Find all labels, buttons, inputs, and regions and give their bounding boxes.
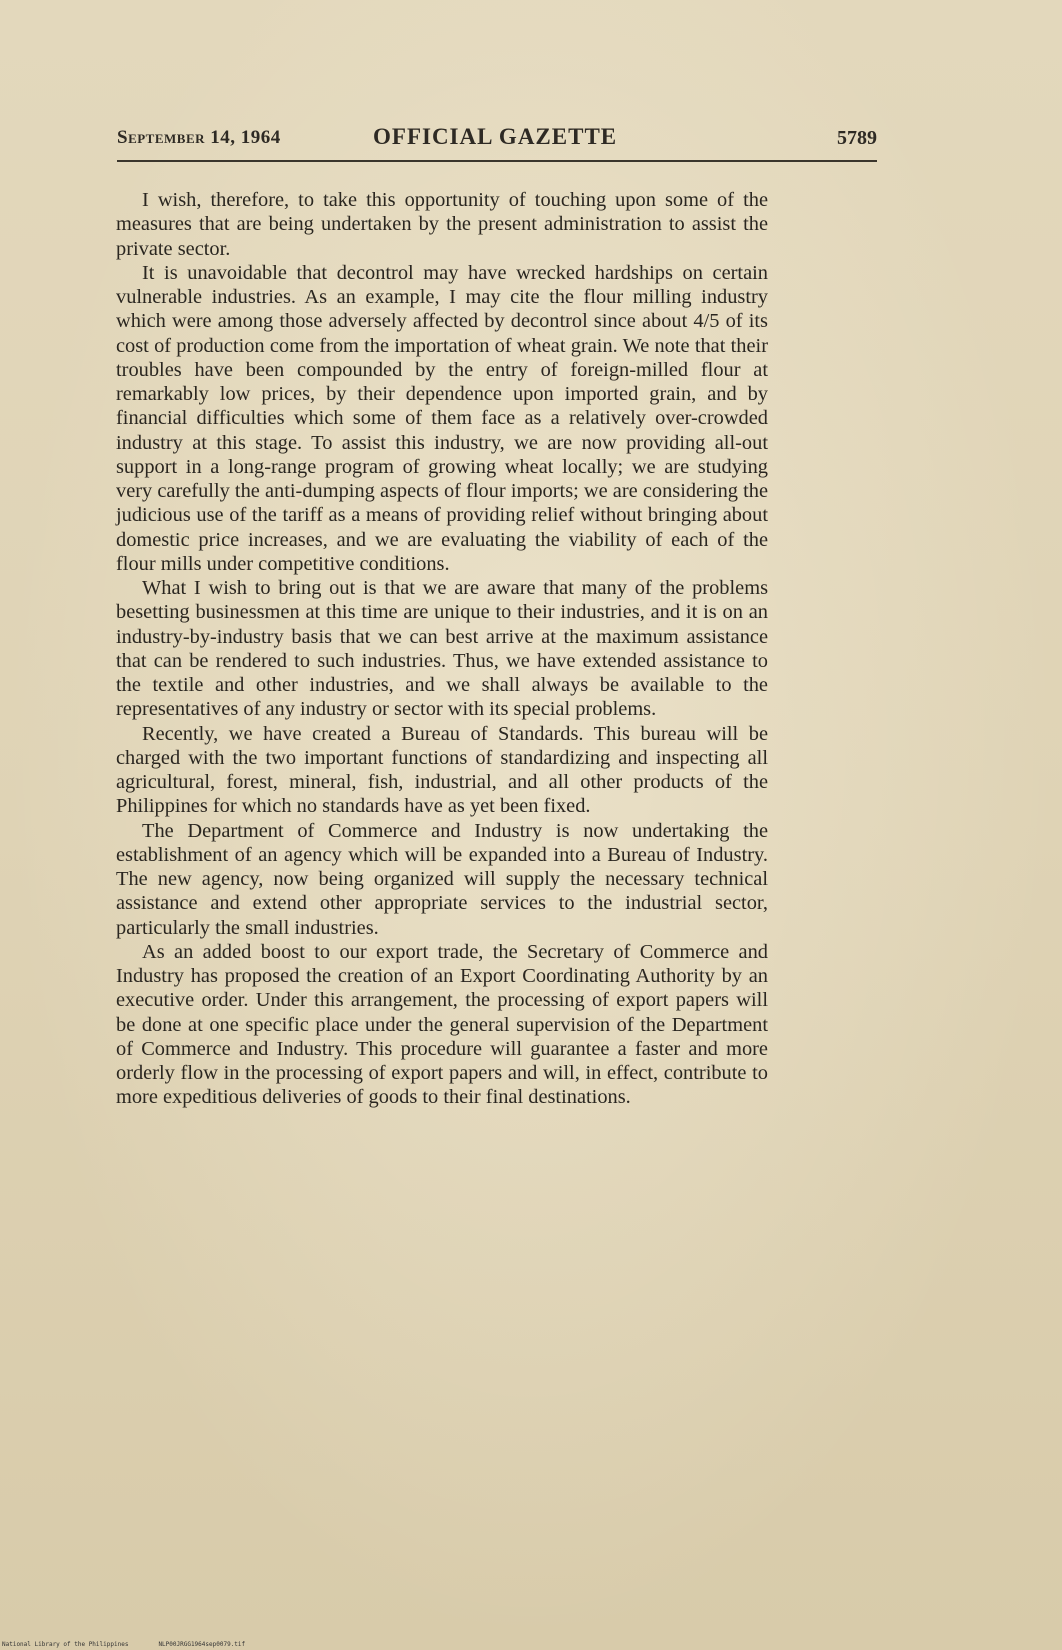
scan-footer	[2, 1641, 245, 1648]
paragraph-3: What I wish to bring out is that we are aware that many of the problems besetting businessmen at this time are unique to their industries, and it is on an industry-by-industry basis that we can best arrive at the maximum assistance that can be rendered to such industries. Thus, we have extended assistance to the textile and other industries, and we shall always be available to the representatives of any industry or sector with its special problems.	[116, 577, 768, 721]
page-header	[117, 124, 877, 154]
header-rule	[117, 160, 877, 162]
paragraph-1: I wish, therefore, to take this opportunity of touching upon some of the measures that are being undertaken by the present administration to assist the private sector.	[116, 189, 768, 260]
article-body	[116, 188, 768, 1110]
paragraph-2: It is unavoidable that decontrol may have wrecked hardships on certain vulnerable industries. As an example, I may cite the flour milling industry which were among those adversely affected by decontrol since about 4/5 of its cost of production come from the importation of wheat grain. We note that their troubles have been compounded by the entry of foreign-milled flour at remarkably low prices, by their dependence upon imported grain, and by financial difficulties which some of them face as a relatively over-crowded industry at this stage. To assist this industry, we are now providing all-out support in a long-range program of growing wheat locally; we are studying very carefully the anti-dumping aspects of flour imports; we are considering the judicious use of the tariff as a means of providing relief without bringing about domestic price increases, and we are evaluating the viability of each of the flour mills under competitive conditions.	[116, 261, 768, 575]
paragraph-4: Recently, we have created a Bureau of Standards. This bureau will be charged with the two important functions of standardizing and inspecting all agricultural, forest, mineral, fish, industrial, and all other products of the Philippines for which no standards have as yet been fixed.	[116, 722, 768, 818]
footer-filename: NLP00JRGG1964sep0079.tif	[158, 1641, 246, 1648]
page-number: 5789	[837, 127, 877, 149]
paragraph-5: The Department of Commerce and Industry is now undertaking the establishment of an agency which will be expanded into a Bureau of Industry. The new agency, now being organized will supply the necessary technical assistance and extend other appropriate services to the industrial sector, particularly the small industries.	[116, 819, 768, 939]
header-date: September 14, 1964	[117, 127, 281, 148]
paragraph-6: As an added boost to our export trade, the Secretary of Commerce and Industry has proposed the creation of an Export Coordinating Authority by an executive order. Under this arrangement, the processing of export papers will be done at one specific place under the general supervision of the Department of Commerce and Industry. This procedure will guarantee a faster and more orderly flow in the processing of export papers and will, in effect, contribute to more expeditious deliveries of goods to their final destinations.	[116, 940, 768, 1109]
publication-title: OFFICIAL GAZETTE	[373, 124, 618, 149]
footer-library: National Library of the Philippines	[2, 1641, 129, 1648]
